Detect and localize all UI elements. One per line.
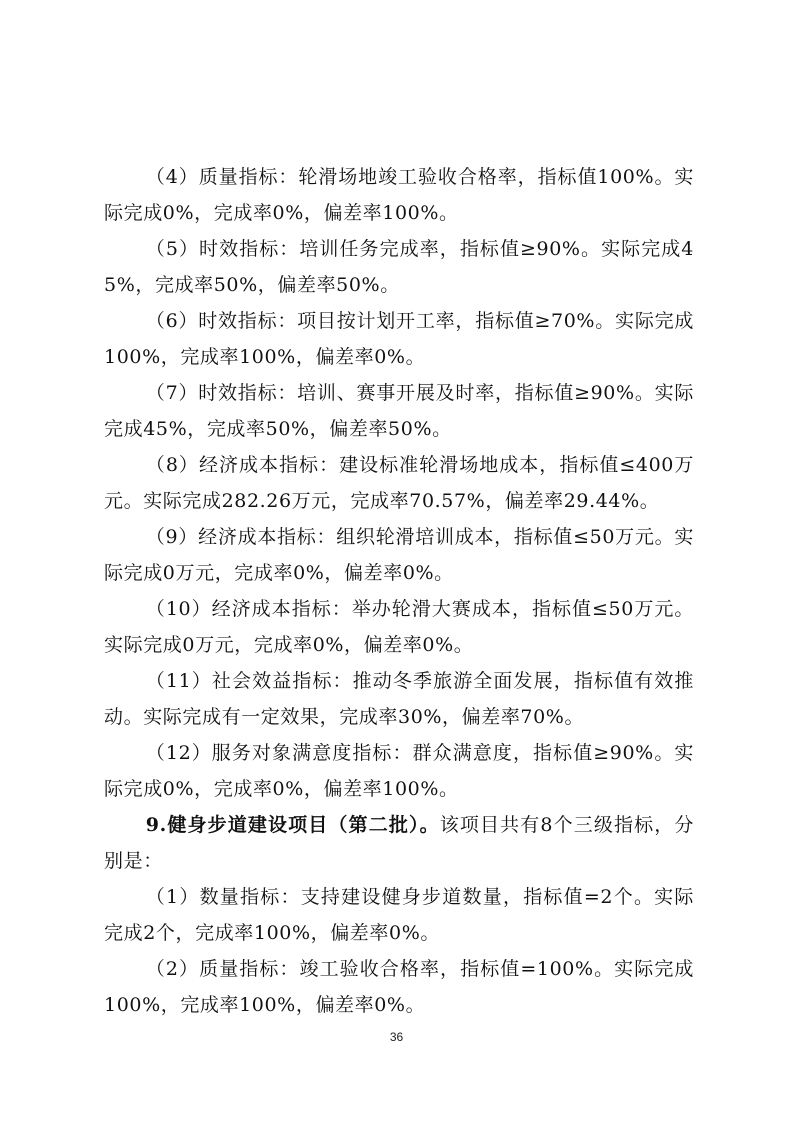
- paragraph-timeliness-indicator-5: （5）时效指标：培训任务完成率，指标值≥90%。实际完成45%，完成率50%，偏差率50%。: [104, 238, 694, 296]
- paragraph-cost-indicator-10: （10）经济成本指标：举办轮滑大赛成本，指标值≤50万元。实际完成0万元，完成率0%，偏差率0%。: [104, 598, 694, 656]
- section-9-intro: 该项目共有8个三级指标，分别是：: [104, 814, 694, 872]
- paragraph-social-benefit-indicator-11: （11）社会效益指标：推动冬季旅游全面发展，指标值有效推动。实际完成有一定效果，完成率30%，偏差率70%。: [104, 670, 694, 728]
- paragraph-quality-indicator-4: （4）质量指标：轮滑场地竣工验收合格率，指标值100%。实际完成0%，完成率0%，偏差率100%。: [104, 166, 694, 224]
- section-9-title: 9.健身步道建设项目（第二批）。: [145, 814, 440, 836]
- page-number: 36: [389, 1030, 404, 1044]
- paragraph-cost-indicator-9: （9）经济成本指标：组织轮滑培训成本，指标值≤50万元。实际完成0万元，完成率0%，偏差率0%。: [104, 526, 694, 584]
- paragraph-satisfaction-indicator-12: （12）服务对象满意度指标：群众满意度，指标值≥90%。实际完成0%，完成率0%，偏差率100%。: [104, 742, 694, 800]
- paragraph-timeliness-indicator-7: （7）时效指标：培训、赛事开展及时率，指标值≥90%。实际完成45%，完成率50%，偏差率50%。: [104, 382, 694, 440]
- paragraph-quantity-indicator-1: （1）数量指标：支持建设健身步道数量，指标值=2个。实际完成2个，完成率100%，偏差率0%。: [104, 886, 694, 944]
- paragraph-quality-indicator-2: （2）质量指标：竣工验收合格率，指标值=100%。实际完成100%，完成率100%，偏差率0%。: [104, 958, 694, 1016]
- section-9-paragraph: [104, 807, 694, 879]
- paragraph-cost-indicator-8: （8）经济成本指标：建设标准轮滑场地成本，指标值≤400万元。实际完成282.26万元，完成率70.57%，偏差率29.44%。: [104, 454, 694, 512]
- paragraph-timeliness-indicator-6: （6）时效指标：项目按计划开工率，指标值≥70%。实际完成100%，完成率100%，偏差率0%。: [104, 310, 694, 368]
